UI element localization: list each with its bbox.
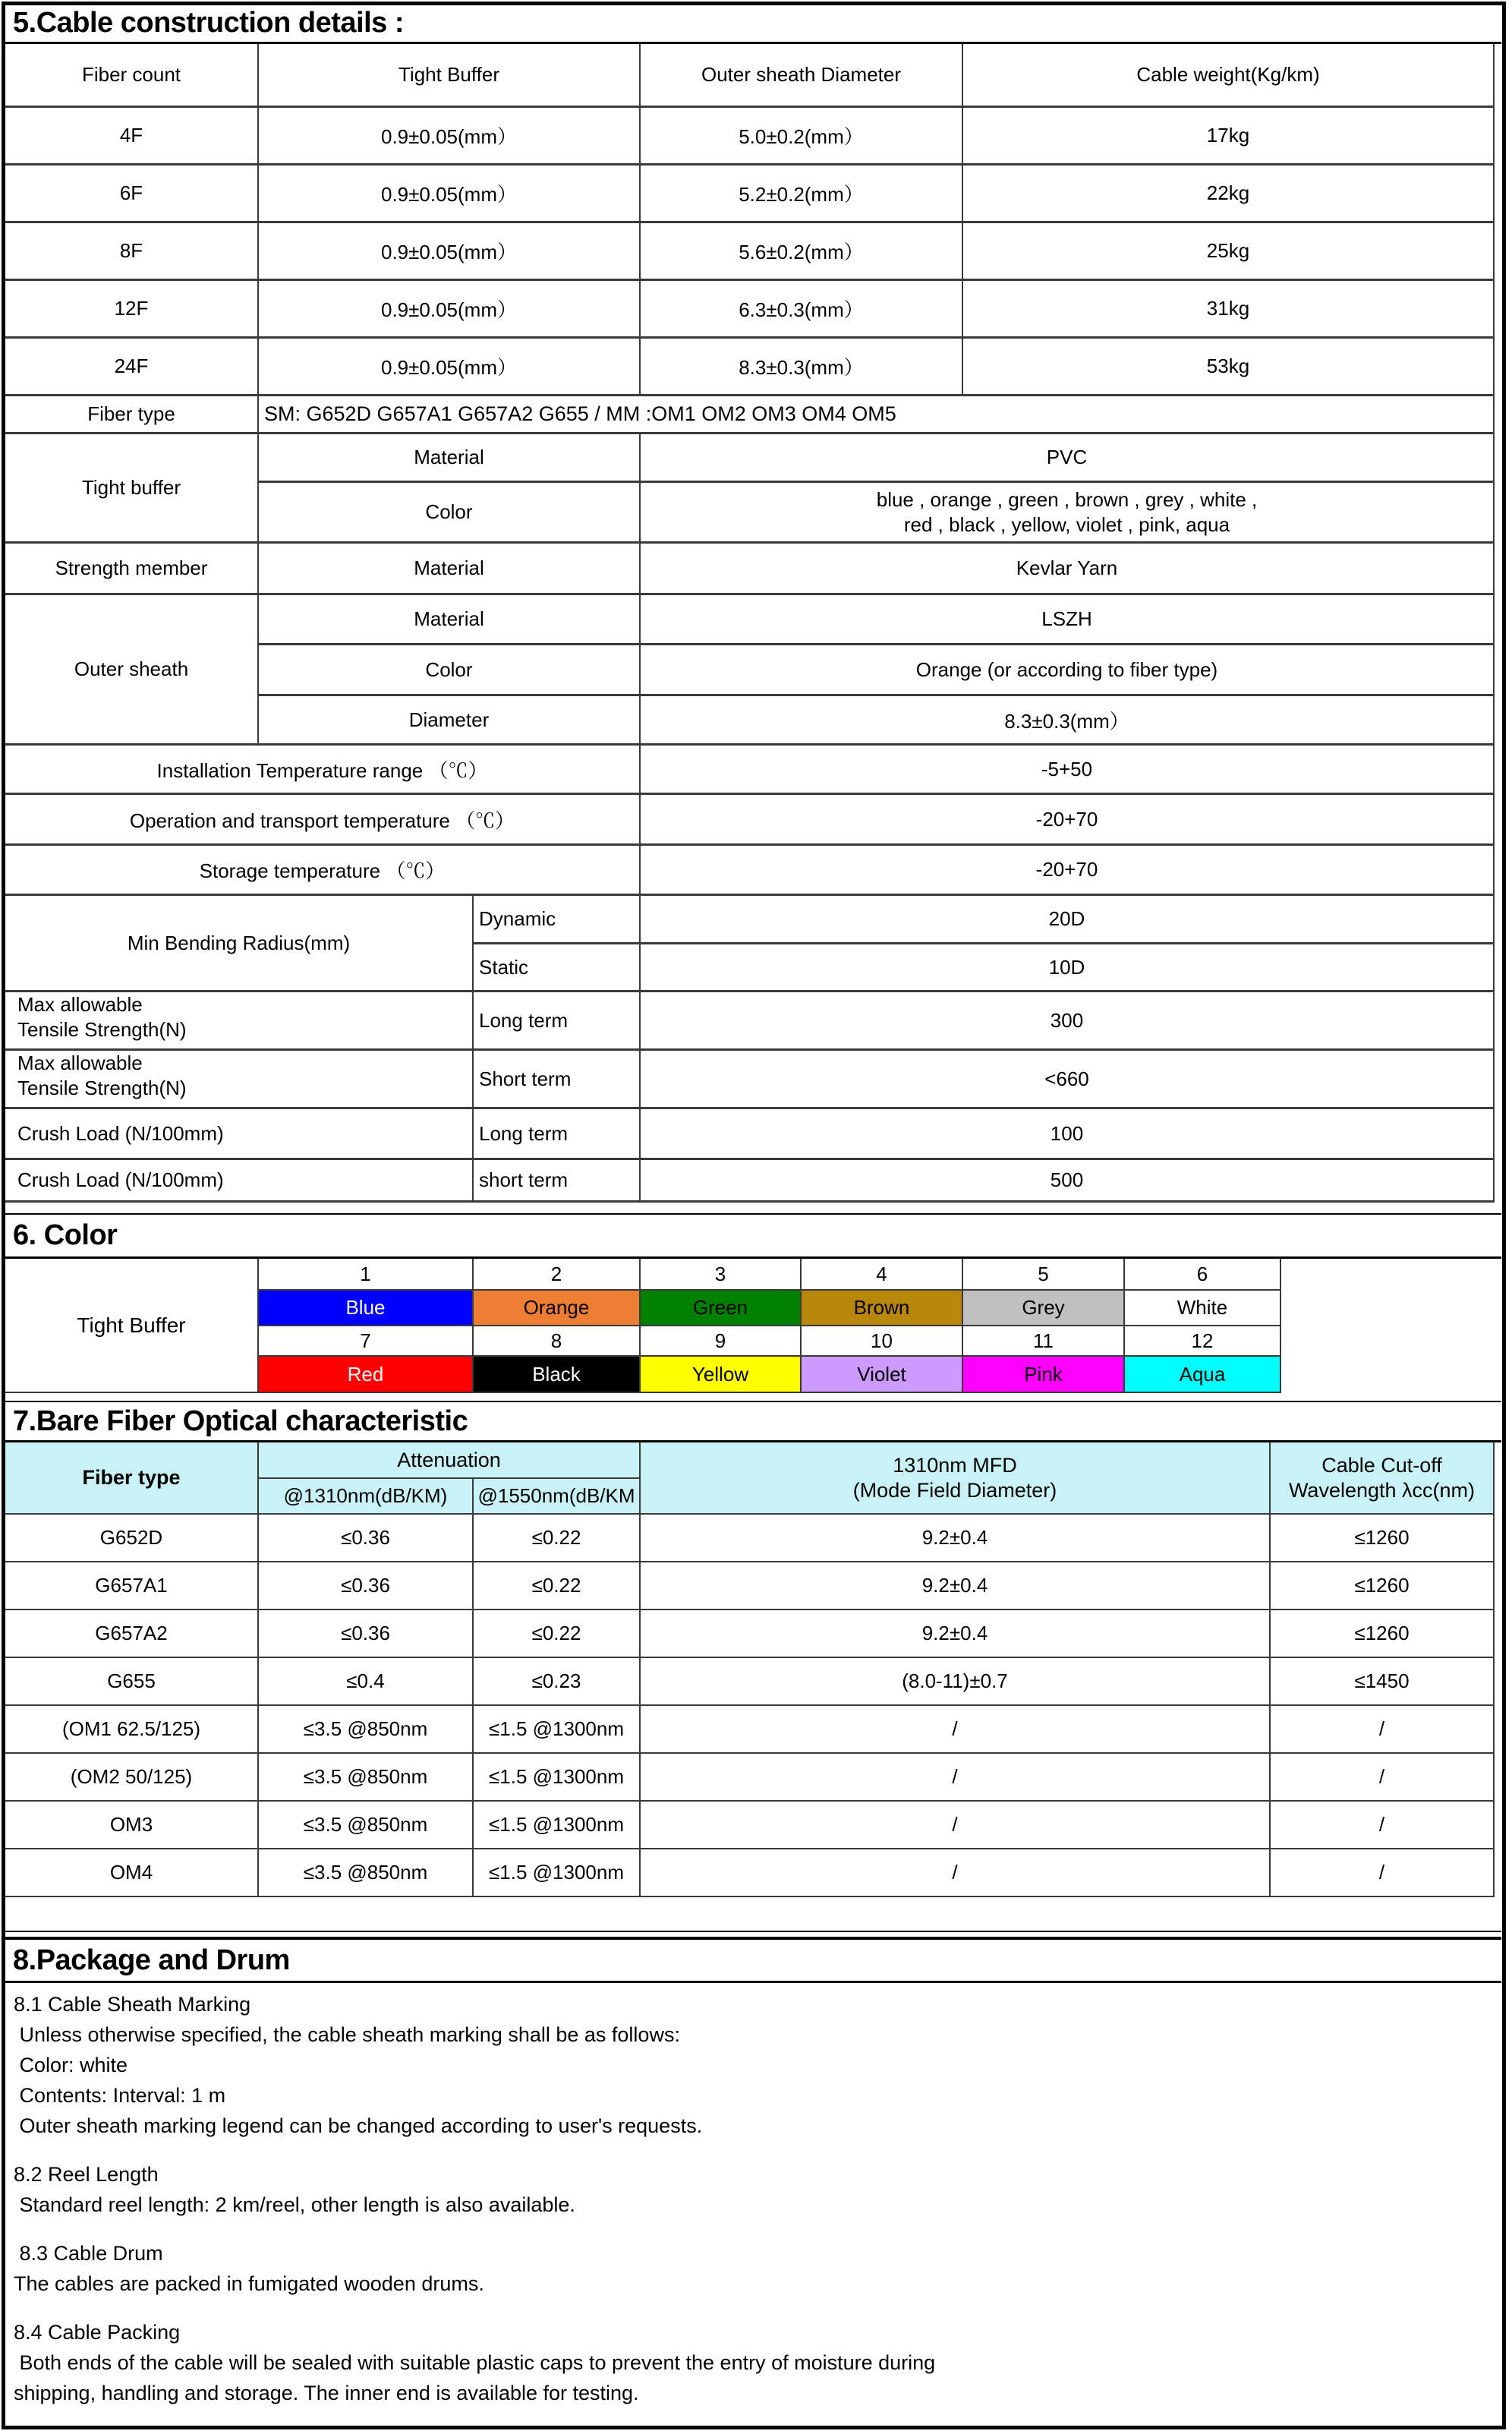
cell-tight-buffer: 0.9±0.05(mm） [259,223,641,281]
section5-title-band [5,5,1501,44]
cell-att-1310: ≤0.4 [259,1658,474,1706]
cell-att-1300: ≤1.5 @1300nm [474,1754,641,1802]
cell-outer-diameter: 5.2±0.2(mm） [641,166,963,223]
cell-cutoff: ≤1260 [1271,1562,1495,1610]
col-header-cutoff-wavelength [1271,1442,1495,1515]
color-number: 4 [802,1259,963,1291]
cell-fiber-count: 12F [5,281,259,339]
text-line-8-3-heading: 8.3 Cable Drum [14,2242,163,2265]
cutoff-header-line1: Cable Cut-off [1321,1453,1442,1477]
cell-crush-short: 500 [641,1160,1495,1203]
col-header-mfd [641,1442,1271,1515]
sub-label-material: Material [259,434,641,483]
color-swatch-yellow: Yellow [641,1357,802,1393]
color-number: 2 [474,1259,641,1291]
cell-fiber-type-value: SM: G652D G657A1 G657A2 G655 / MM :OM1 OM2 OM3 OM4 OM5 [259,396,1495,434]
color-number: 8 [474,1326,641,1357]
cutoff-header-line2: Wavelength λcc(nm) [1288,1478,1476,1502]
cell-weight: 17kg [963,108,1495,166]
tb-color-line1: blue , orange , green , brown , grey , white , [876,487,1258,511]
section7-title-band [5,1401,1501,1442]
color-code-table [5,1259,1281,1393]
cell-cutoff: ≤1260 [1271,1515,1495,1562]
col-header-outer-sheath-diameter: Outer sheath Diameter [641,44,963,108]
cell-fiber-type: OM4 [5,1849,259,1897]
color-number: 11 [963,1326,1125,1357]
text-line: Color: white [14,2054,128,2076]
cell-cutoff: / [1271,1802,1495,1849]
cell-weight: 53kg [963,339,1495,396]
text-line-8-1-heading: 8.1 Cable Sheath Marking [14,1993,251,2016]
cell-tight-buffer: 0.9±0.05(mm） [259,339,641,396]
row-label-tight-buffer: Tight Buffer [5,1259,259,1393]
cell-att-850: ≤3.5 @850nm [259,1706,474,1754]
sub-label-dynamic: Dynamic [474,896,641,944]
text-line-8-4-heading: 8.4 Cable Packing [14,2321,181,2344]
cell-att-850: ≤3.5 @850nm [259,1754,474,1802]
cell-mfd: / [641,1754,1271,1802]
cell-os-diameter: 8.3±0.3(mm） [641,696,1495,746]
sub-label-short-term: Short term [474,1051,641,1109]
cell-cutoff: ≤1260 [1271,1610,1495,1658]
sub-label-color: Color [259,645,641,696]
sub-label-long-term: Long term [474,1109,641,1160]
row-label-operation-temp: Operation and transport temperature （℃） [5,795,641,846]
cell-tight-buffer: 0.9±0.05(mm） [259,108,641,166]
cell-cutoff: / [1271,1706,1495,1754]
color-number: 12 [1125,1326,1281,1357]
section8-title: 8.Package and Drum [13,1944,290,1976]
cell-fiber-type: (OM1 62.5/125) [5,1706,259,1754]
sub-label-long-term: Long term [474,992,641,1051]
cell-mfd: 9.2±0.4 [641,1562,1271,1610]
cell-installation-temp: -5+50 [641,746,1495,795]
col-header-fiber-count: Fiber count [5,44,259,108]
text-line-8-2-heading: 8.2 Reel Length [14,2163,159,2186]
text-line: Contents: Interval: 1 m [14,2084,226,2107]
sub-label-material: Material [259,595,641,645]
cell-mfd: / [641,1706,1271,1754]
row-label-outer-sheath: Outer sheath [5,595,259,746]
text-line: shipping, handling and storage. The inner end is available for testing. [14,2382,639,2404]
color-number: 5 [963,1259,1125,1291]
cell-storage-temp: -20+70 [641,846,1495,896]
cell-fiber-count: 24F [5,339,259,396]
col-header-fiber-type: Fiber type [5,1442,259,1515]
cell-outer-diameter: 5.0±0.2(mm） [641,108,963,166]
cell-fiber-type: (OM2 50/125) [5,1754,259,1802]
cell-outer-diameter: 8.3±0.3(mm） [641,339,963,396]
cell-cutoff: / [1271,1754,1495,1802]
color-swatch-white: White [1125,1291,1281,1326]
mfd-header-line2: (Mode Field Diameter) [852,1478,1057,1502]
cell-weight: 31kg [963,281,1495,339]
sub-label-color: Color [259,483,641,544]
cell-tight-buffer: 0.9±0.05(mm） [259,281,641,339]
cell-att-850: ≤3.5 @850nm [259,1849,474,1897]
max-tensile-line2: Tensile Strength(N) [17,1077,187,1099]
sub-label-short-term: short term [474,1160,641,1203]
col-header-attenuation: Attenuation [259,1442,641,1479]
cell-att-1310: ≤0.36 [259,1562,474,1610]
color-swatch-red: Red [259,1357,474,1393]
cell-mfd: 9.2±0.4 [641,1515,1271,1562]
cell-operation-temp: -20+70 [641,795,1495,846]
cell-att-1550: ≤0.22 [474,1515,641,1562]
cell-tensile-long: 300 [641,992,1495,1051]
cell-att-1310: ≤0.36 [259,1515,474,1562]
row-label-strength-member: Strength member [5,544,259,595]
cell-fiber-type: G657A2 [5,1610,259,1658]
section7-title: 7.Bare Fiber Optical characteristic [13,1405,468,1437]
color-swatch-green: Green [641,1291,802,1326]
section5-title: 5.Cable construction details : [13,7,404,39]
color-number: 9 [641,1326,802,1357]
color-swatch-pink: Pink [963,1357,1125,1393]
color-swatch-blue: Blue [259,1291,474,1326]
cell-fiber-count: 4F [5,108,259,166]
cell-att-850: ≤3.5 @850nm [259,1802,474,1849]
cell-mfd: 9.2±0.4 [641,1610,1271,1658]
section8-separator-line [5,1931,1501,1932]
cell-bend-dynamic: 20D [641,896,1495,944]
cell-fiber-type: G652D [5,1515,259,1562]
max-tensile-line1: Max allowable [17,993,143,1016]
package-and-drum-text [14,1989,1494,2408]
construction-table [5,44,1495,1203]
row-label-tight-buffer: Tight buffer [5,434,259,544]
row-label-max-tensile [5,1051,474,1109]
row-label-storage-temp: Storage temperature （℃） [5,846,641,896]
cell-mfd: / [641,1849,1271,1897]
text-line: Both ends of the cable will be sealed with suitable plastic caps to prevent the entry of moisture during [14,2351,936,2374]
cell-bend-static: 10D [641,944,1495,992]
color-number: 7 [259,1326,474,1357]
cell-mfd: (8.0-11)±0.7 [641,1658,1271,1706]
col-header-attenuation-1550: @1550nm(dB/KM [474,1479,641,1515]
cell-strength-material: Kevlar Yarn [641,544,1495,595]
cell-outer-diameter: 5.6±0.2(mm） [641,223,963,281]
cell-fiber-type: G655 [5,1658,259,1706]
section8-title-band [5,1937,1501,1983]
color-swatch-violet: Violet [802,1357,963,1393]
cell-att-1300: ≤1.5 @1300nm [474,1849,641,1897]
max-tensile-line2: Tensile Strength(N) [17,1018,187,1041]
sub-label-material: Material [259,544,641,595]
row-label-installation-temp: Installation Temperature range （℃） [5,746,641,795]
row-label-crush-load: Crush Load (N/100mm) [5,1109,474,1160]
cell-att-1550: ≤0.22 [474,1562,641,1610]
text-line: The cables are packed in fumigated wooden drums. [14,2272,484,2295]
cell-os-color: Orange (or according to fiber type) [641,645,1495,696]
color-swatch-orange: Orange [474,1291,641,1326]
color-number: 10 [802,1326,963,1357]
cell-att-1550: ≤0.23 [474,1658,641,1706]
text-line: Unless otherwise specified, the cable sheath marking shall be as follows: [14,2023,680,2046]
section6-title: 6. Color [13,1219,118,1251]
cell-tb-material: PVC [641,434,1495,483]
cell-mfd: / [641,1802,1271,1849]
cell-crush-long: 100 [641,1109,1495,1160]
color-swatch-black: Black [474,1357,641,1393]
text-line: Standard reel length: 2 km/reel, other length is also available. [14,2193,575,2216]
color-swatch-grey: Grey [963,1291,1125,1326]
section6-title-band [5,1213,1501,1259]
optical-characteristics-table [5,1442,1495,1897]
color-number: 3 [641,1259,802,1291]
max-tensile-line1: Max allowable [17,1051,143,1074]
cell-fiber-count: 6F [5,166,259,223]
cell-att-1550: ≤0.22 [474,1610,641,1658]
color-swatch-brown: Brown [802,1291,963,1326]
cell-att-1310: ≤0.36 [259,1610,474,1658]
col-header-cable-weight: Cable weight(Kg/km) [963,44,1495,108]
cell-weight: 25kg [963,223,1495,281]
tb-color-line2: red , black , yellow, violet , pink, aqua [903,512,1230,536]
cell-cutoff: ≤1450 [1271,1658,1495,1706]
row-label-fiber-type: Fiber type [5,396,259,434]
col-header-tight-buffer: Tight Buffer [259,44,641,108]
col-header-attenuation-1310: @1310nm(dB/KM) [259,1479,474,1515]
row-label-crush-load: Crush Load (N/100mm) [5,1160,474,1203]
text-line: Outer sheath marking legend can be changed according to user's requests. [14,2114,703,2137]
cell-weight: 22kg [963,166,1495,223]
mfd-header-line1: 1310nm MFD [893,1453,1017,1477]
sub-label-diameter: Diameter [259,696,641,746]
color-number: 1 [259,1259,474,1291]
cell-fiber-count: 8F [5,223,259,281]
row-label-max-tensile [5,992,474,1051]
cell-fiber-type: G657A1 [5,1562,259,1610]
cell-tensile-short: <660 [641,1051,1495,1109]
cell-att-1300: ≤1.5 @1300nm [474,1706,641,1754]
sub-label-static: Static [474,944,641,992]
row-label-min-bending-radius: Min Bending Radius(mm) [5,896,474,992]
cell-cutoff: / [1271,1849,1495,1897]
cell-os-material: LSZH [641,595,1495,645]
color-number: 6 [1125,1259,1281,1291]
cell-outer-diameter: 6.3±0.3(mm） [641,281,963,339]
cell-tb-color [641,483,1495,544]
color-swatch-aqua: Aqua [1125,1357,1281,1393]
cell-tight-buffer: 0.9±0.05(mm） [259,166,641,223]
cell-att-1300: ≤1.5 @1300nm [474,1802,641,1849]
cell-fiber-type: OM3 [5,1802,259,1849]
